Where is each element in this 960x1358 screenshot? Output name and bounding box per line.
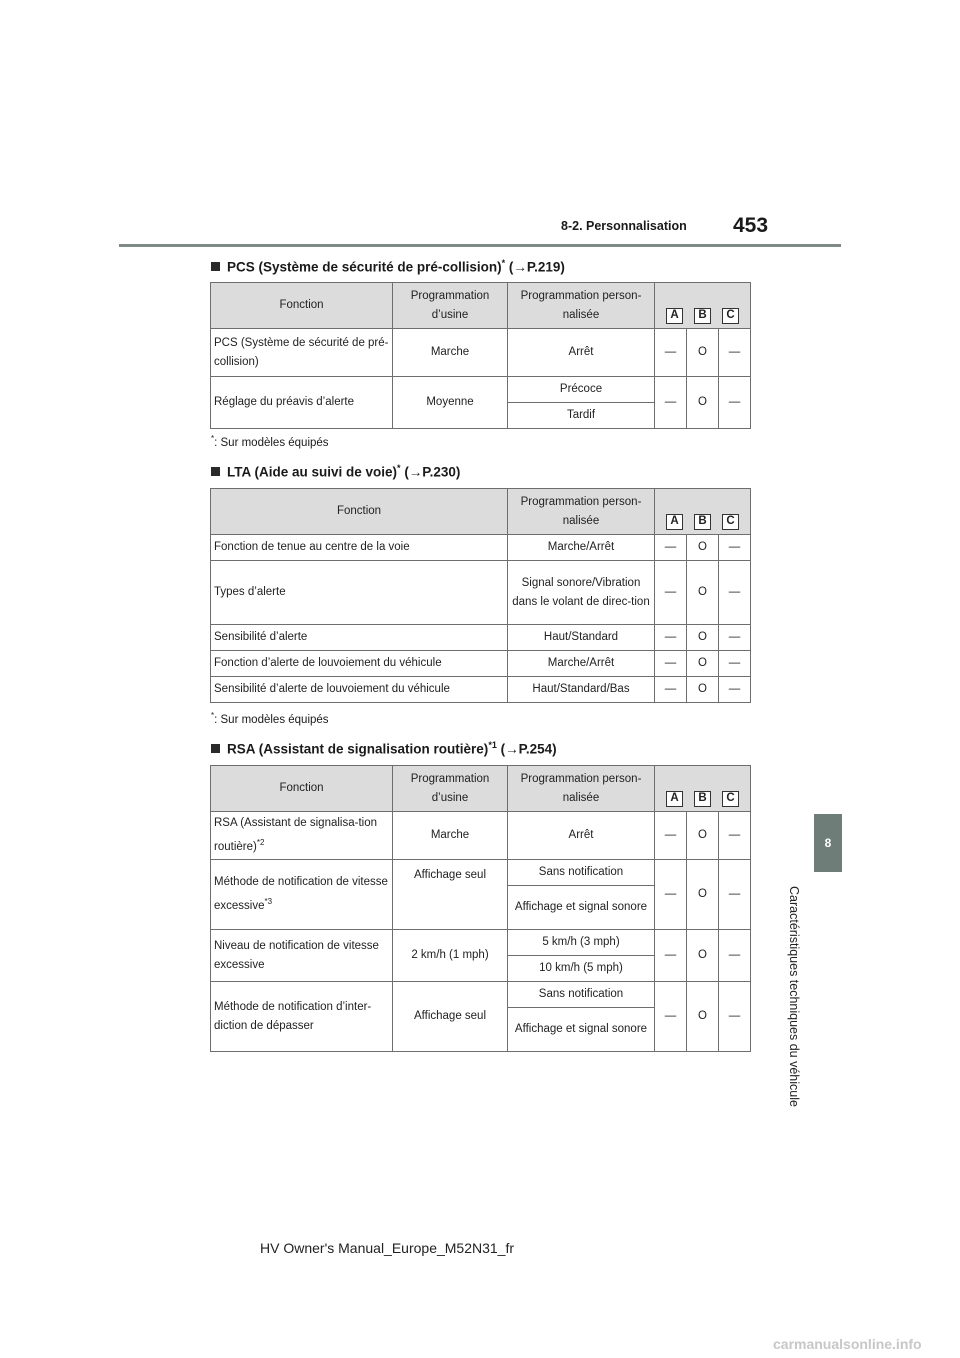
custom-option-cell: 10 km/h (5 mph) <box>508 956 655 982</box>
lta-settings-table <box>210 488 751 703</box>
mark-c-cell: — <box>719 930 751 982</box>
table-row <box>211 535 751 561</box>
square-bullet-icon <box>211 744 220 753</box>
default-cell: Marche <box>393 329 508 377</box>
mark-b-cell: O <box>687 677 719 703</box>
rsa-settings-table <box>210 765 751 1052</box>
mark-a-cell: — <box>655 982 687 1052</box>
function-cell: RSA (Assistant de signalisa-tion routière)$^{*2}$ <box>211 812 393 860</box>
custom-option-cell: 5 km/h (3 mph) <box>508 930 655 956</box>
watermark: carmanualsonline.info <box>773 1336 922 1352</box>
column-header-default: Programmation d’usine <box>393 283 508 329</box>
label-c-icon: C <box>722 308 739 324</box>
mark-a-cell: — <box>655 860 687 930</box>
custom-cell: Haut/Standard <box>508 625 655 651</box>
mark-c-cell: — <box>719 812 751 860</box>
custom-option-cell: Précoce <box>508 377 655 403</box>
mark-a-cell: — <box>655 812 687 860</box>
mark-c-cell: — <box>719 982 751 1052</box>
default-cell: Affichage seul <box>393 860 508 930</box>
column-header-custom: Programmation person-nalisée <box>508 283 655 329</box>
mark-a-cell: — <box>655 329 687 377</box>
default-cell: 2 km/h (1 mph) <box>393 930 508 982</box>
mark-b-cell: O <box>687 930 719 982</box>
label-a-icon: A <box>666 308 683 324</box>
function-cell: Sensibilité d’alerte <box>211 625 508 651</box>
mark-a-cell: — <box>655 561 687 625</box>
mark-b-cell: O <box>687 982 719 1052</box>
function-cell: Fonction d’alerte de louvoiement du véhicule <box>211 651 508 677</box>
mark-b-cell: O <box>687 329 719 377</box>
custom-option-cell: Sans notification <box>508 982 655 1008</box>
function-cell: Fonction de tenue au centre de la voie <box>211 535 508 561</box>
custom-cell: Marche/Arrêt <box>508 535 655 561</box>
mark-b-cell: O <box>687 860 719 930</box>
function-cell: PCS (Système de sécurité de pré-collision) <box>211 329 393 377</box>
footnote-pcs: *: Sur modèles équipés <box>211 434 329 449</box>
label-b-icon: B <box>694 791 711 807</box>
function-cell: Sensibilité d’alerte de louvoiement du véhicule <box>211 677 508 703</box>
table-row <box>211 930 751 956</box>
column-header-function: Fonction <box>211 489 508 535</box>
mark-a-cell: — <box>655 651 687 677</box>
label-a-icon: A <box>666 514 683 530</box>
section-title-pcs: PCS (Système de sécurité de pré-collision)* (→P.219) <box>211 258 565 275</box>
label-c-icon: C <box>722 791 739 807</box>
pcs-settings-table <box>210 282 751 429</box>
table-row <box>211 625 751 651</box>
custom-cell: Arrêt <box>508 329 655 377</box>
column-header-abc <box>655 283 751 329</box>
default-cell: Marche <box>393 812 508 860</box>
custom-option-cell: Affichage et signal sonore <box>508 886 655 930</box>
section-title-rsa: RSA (Assistant de signalisation routière)$^{*1}$ (→P.254) <box>211 740 557 757</box>
function-cell: Méthode de notification de vitesse excessive$^{*3}$ <box>211 860 393 930</box>
section-label: 8-2. Personnalisation <box>561 219 687 233</box>
column-header-function: Fonction <box>211 766 393 812</box>
manual-name-footer: HV Owner's Manual_Europe_M52N31_fr <box>260 1240 515 1256</box>
mark-b-cell: O <box>687 377 719 429</box>
custom-option-cell: Tardif <box>508 403 655 429</box>
label-a-icon: A <box>666 791 683 807</box>
mark-c-cell: — <box>719 860 751 930</box>
custom-option-cell: Sans notification <box>508 860 655 886</box>
mark-b-cell: O <box>687 535 719 561</box>
chapter-title-vertical: Caractéristiques techniques du véhicule <box>787 886 801 1107</box>
mark-c-cell: — <box>719 625 751 651</box>
mark-b-cell: O <box>687 561 719 625</box>
mark-a-cell: — <box>655 677 687 703</box>
mark-a-cell: — <box>655 535 687 561</box>
mark-c-cell: — <box>719 535 751 561</box>
column-header-custom: Programmation person-nalisée <box>508 766 655 812</box>
custom-cell: Signal sonore/Vibration dans le volant de direc-tion <box>508 561 655 625</box>
column-header-custom: Programmation person-nalisée <box>508 489 655 535</box>
square-bullet-icon <box>211 467 220 476</box>
mark-a-cell: — <box>655 930 687 982</box>
function-cell: Méthode de notification d’inter-diction de dépasser <box>211 982 393 1052</box>
custom-cell: Haut/Standard/Bas <box>508 677 655 703</box>
mark-c-cell: — <box>719 377 751 429</box>
column-header-abc <box>655 766 751 812</box>
default-cell: Affichage seul <box>393 982 508 1052</box>
default-cell: Moyenne <box>393 377 508 429</box>
mark-c-cell: — <box>719 651 751 677</box>
mark-a-cell: — <box>655 625 687 651</box>
label-b-icon: B <box>694 308 711 324</box>
mark-a-cell: — <box>655 377 687 429</box>
custom-option-cell: Affichage et signal sonore <box>508 1008 655 1052</box>
column-header-abc <box>655 489 751 535</box>
mark-c-cell: — <box>719 677 751 703</box>
table-row <box>211 677 751 703</box>
table-row <box>211 860 751 886</box>
section-title-lta: LTA (Aide au suivi de voie)* (→P.230) <box>211 463 460 480</box>
table-row <box>211 812 751 860</box>
label-c-icon: C <box>722 514 739 530</box>
table-row <box>211 982 751 1008</box>
custom-cell: Arrêt <box>508 812 655 860</box>
label-b-icon: B <box>694 514 711 530</box>
function-cell: Types d’alerte <box>211 561 508 625</box>
custom-cell: Marche/Arrêt <box>508 651 655 677</box>
mark-c-cell: — <box>719 329 751 377</box>
table-row <box>211 651 751 677</box>
header-rule <box>119 244 841 247</box>
mark-b-cell: O <box>687 625 719 651</box>
page-number: 453 <box>733 214 769 237</box>
footnote-lta: *: Sur modèles équipés <box>211 711 329 726</box>
mark-c-cell: — <box>719 561 751 625</box>
table-row <box>211 329 751 377</box>
chapter-tab: 8 <box>814 814 842 872</box>
mark-b-cell: O <box>687 812 719 860</box>
column-header-function: Fonction <box>211 283 393 329</box>
table-row <box>211 377 751 403</box>
column-header-default: Programmation d’usine <box>393 766 508 812</box>
function-cell: Réglage du préavis d’alerte <box>211 377 393 429</box>
square-bullet-icon <box>211 262 220 271</box>
function-cell: Niveau de notification de vitesse excessive <box>211 930 393 982</box>
table-row <box>211 561 751 625</box>
mark-b-cell: O <box>687 651 719 677</box>
